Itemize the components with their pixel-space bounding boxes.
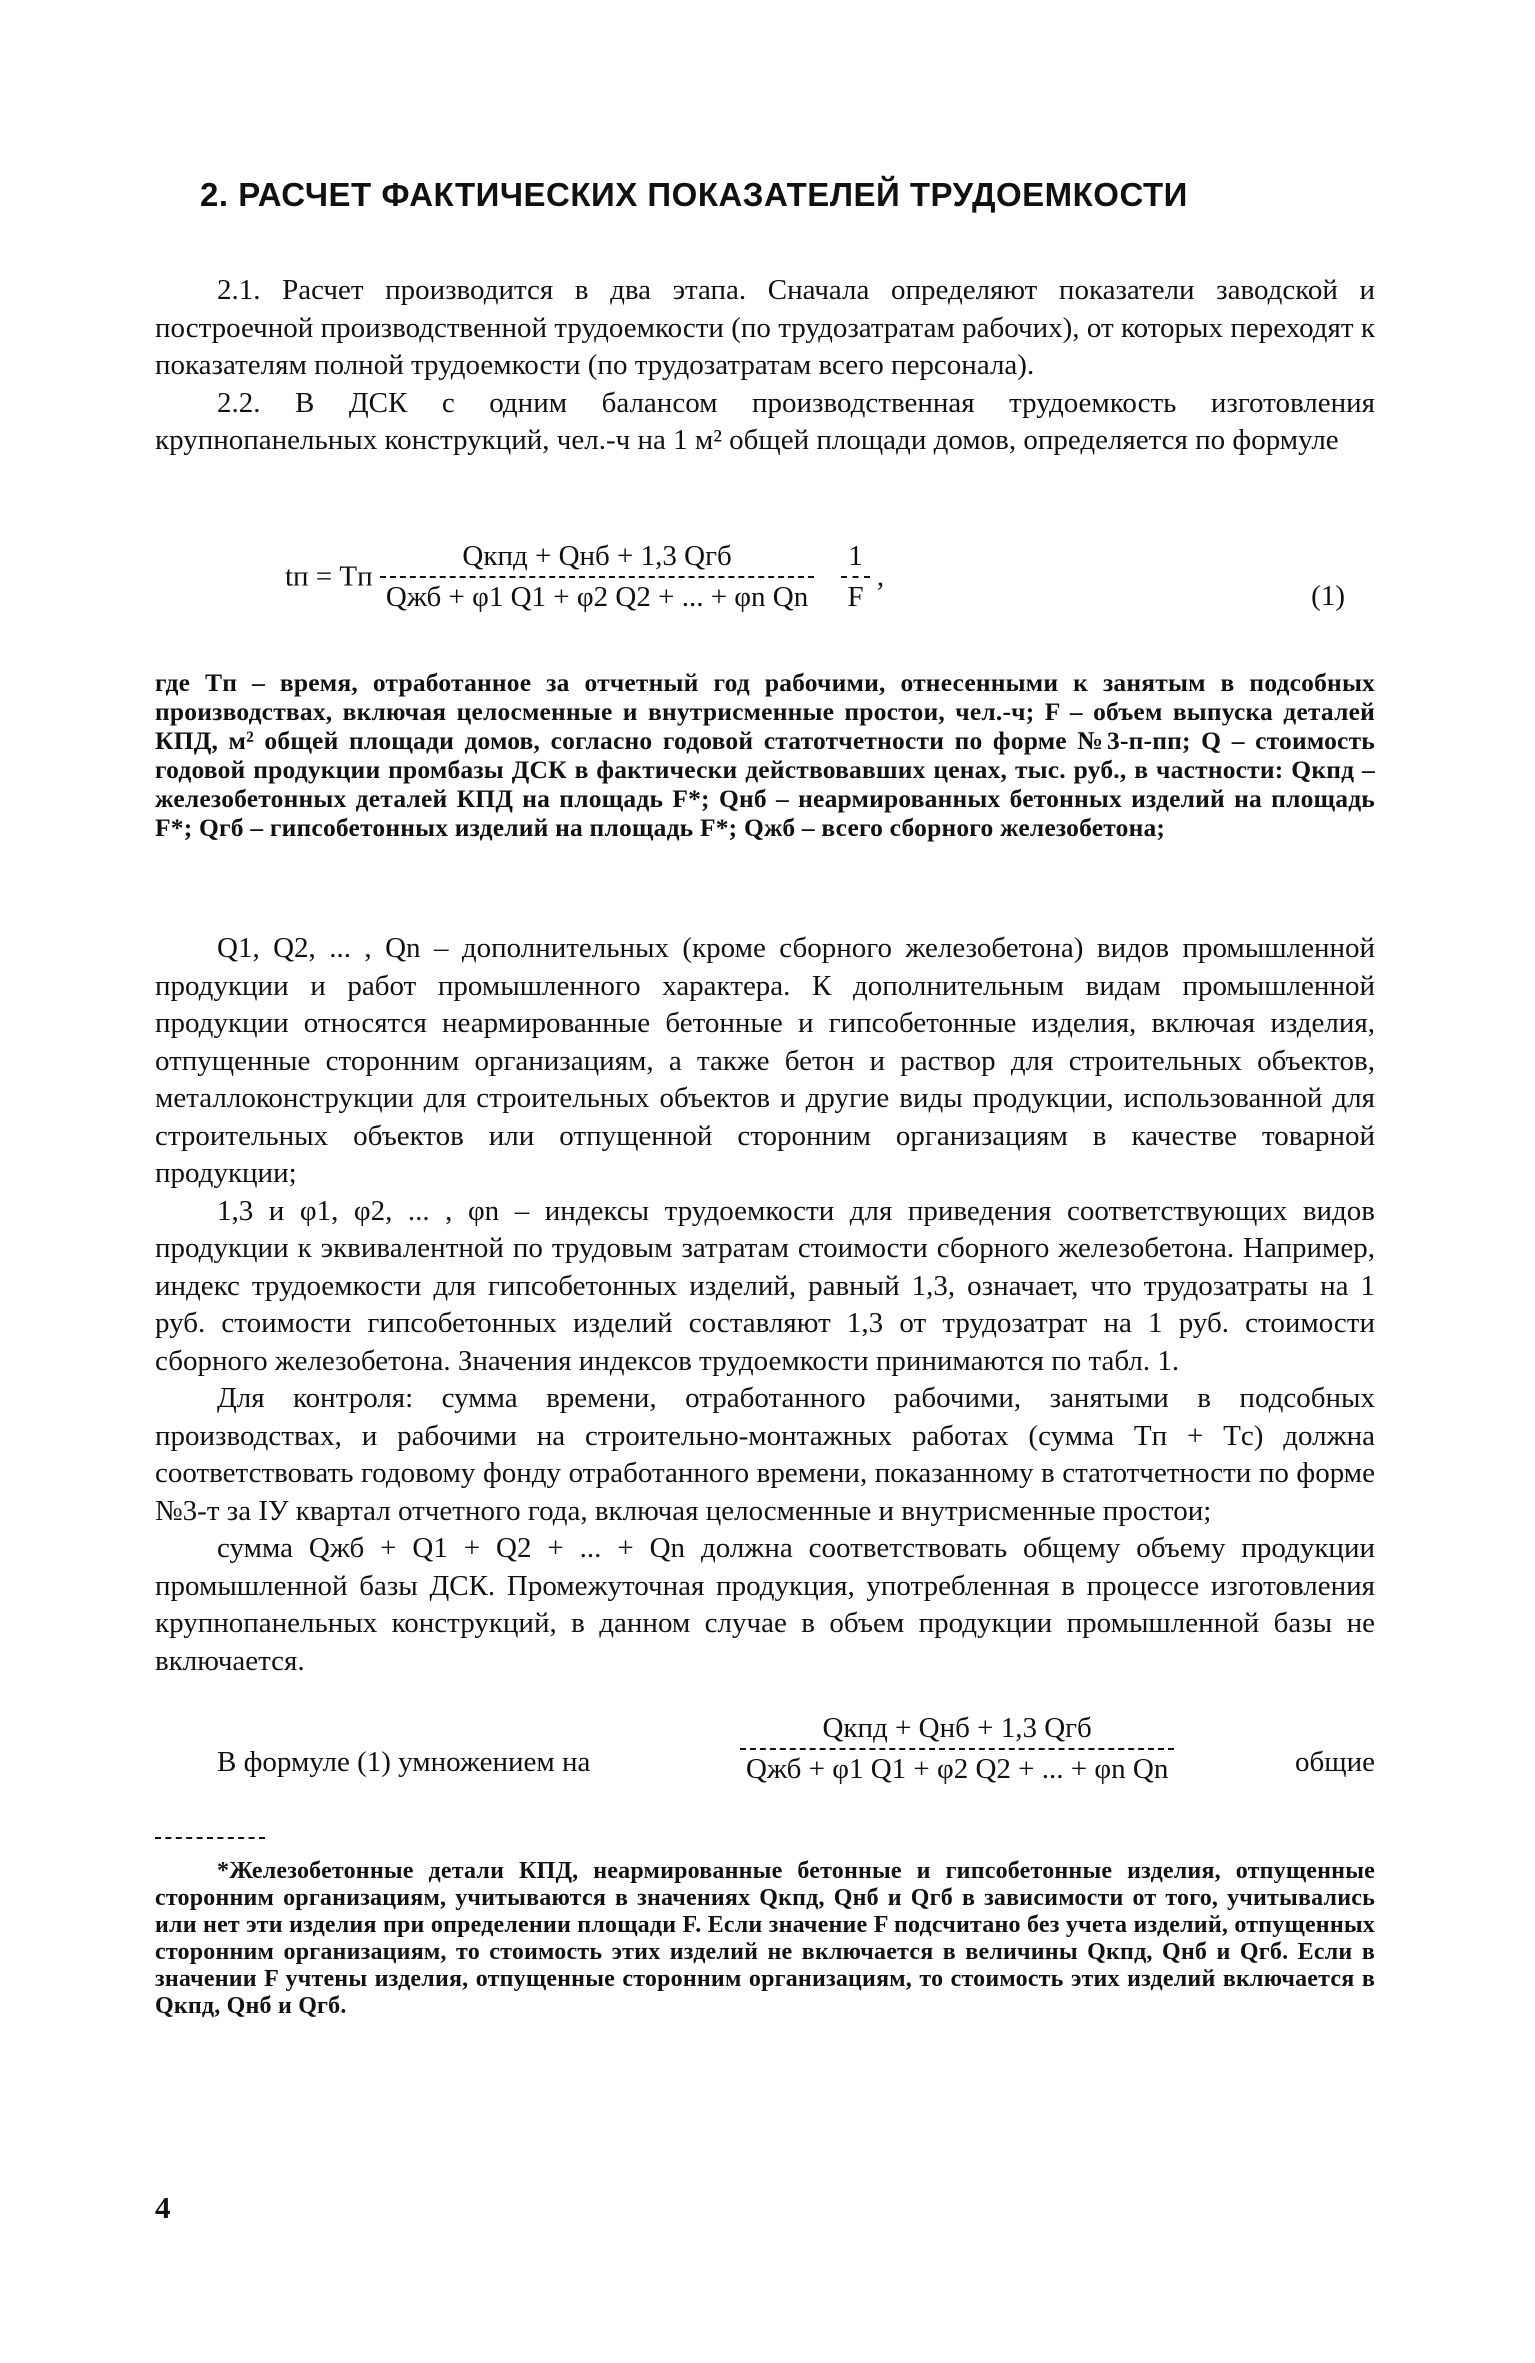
where-paragraph: где Tп – время, отработанное за отчетный год рабочими, отнесенными к занятым в подсобных производствах, включая целосменные и внутрисменные простои, чел.-ч; F – объем выпуска деталей КПД, м² общей площади домов, согласно годовой статотчетности по форме №3-п-пп; Q – стоимость годовой продукции промбазы ДСК в фактически действовавших ценах, тыс. руб., в частности: Qкпд – железобетонных деталей КПД на площадь F*; Qнб – неармированных бетонных изделий на площадь F*; Qгб – гипсобетонных изделий на площадь F*; Qжб – всего сборного железобетона; (155, 668, 1375, 842)
paragraph-sum: сумма Qжб + Q1 + Q2 + ... + Qn должна соответствовать общему объему продукции промышленной базы ДСК. Промежуточная продукция, употребленная в процессе изготовления крупнопанельных конструкций, в данном случае в объем продукции промышленной базы не включается. (155, 1532, 1375, 1677)
formula-1-number: (1) (1311, 580, 1345, 612)
formula-2-suffix: общие (1295, 1746, 1375, 1778)
formula-1-main-fraction (380, 540, 814, 614)
formula-1-factor-numerator: 1 (848, 540, 863, 572)
formula-2-denominator: Qжб + φ1 Q1 + φ2 Q2 + ... + φn Qn (746, 1753, 1169, 1785)
footnote-separator (155, 1837, 265, 1839)
formula-1: tп = Tп $\frac{\text{Qкпд + Qнб + 1,3 Qгб}}{\text{Qжб + φ1 Q1 + φ2 Q2 + ... + φn Qn}}$ $\frac{1}{F}$ , (1) (285, 540, 1345, 613)
formula-1-factor-fraction (841, 540, 869, 614)
paragraph-q: Q1, Q2, ... , Qn – дополнительных (кроме сборного железобетона) видов промышленной продукции и работ промышленного характера. К дополнительным видам промышленной продукции относятся неармированные бетонные и гипсобетонные изделия, включая изделия, отпущенные сторонним организациям, а также бетон и раствор для строительных объектов, металлоконструкции для строительных объектов и другие виды продукции, использованной для строительных объектов или отпущенной сторонним организациям в качестве товарной продукции; (155, 932, 1375, 1189)
footnote-text: *Железобетонные детали КПД, неармированные бетонные и гипсобетонные изделия, отпущенные сторонним организациям, учитываются в значениях Qкпд, Qнб и Qгб в зависимости от того, учитывались или нет эти изделия при определении площади F. Если значение F подсчитано без учета изделий, отпущенных сторонним организациям, то стоимость этих изделий не включается в величины Qкпд, Qнб и Qгб. Если в значении F учтены изделия, отпущенные сторонним организациям, то стоимость этих изделий включается в Qкпд, Qнб и Qгб. (155, 1858, 1375, 2019)
where-definitions (155, 668, 1375, 842)
formula-1-denominator: Qжб + φ1 Q1 + φ2 Q2 + ... + φn Qn (385, 581, 809, 613)
section-heading: 2. РАСЧЕТ ФАКТИЧЕСКИХ ПОКАЗАТЕЛЕЙ ТРУДОЕМКОСТИ (200, 176, 1188, 213)
formula-2-fraction (740, 1712, 1174, 1786)
formula-1-numerator: Qкпд + Qнб + 1,3 Qгб (462, 540, 732, 572)
formula-2-numerator: Qкпд + Qнб + 1,3 Qгб (822, 1712, 1092, 1744)
paragraph-indexes: 1,3 и φ1, φ2, ... , φn – индексы трудоемкости для приведения соответствующих видов продукции к эквивалентной по трудовым затратам стоимости сборного железобетона. Например, индекс трудоемкости для гипсобетонных изделий, равный 1,3, означает, что трудозатраты на 1 руб. стоимости гипсобетонных изделий составляют 1,3 от трудозатрат на 1 руб. стоимости сборного железобетона. Значения индексов трудоемкости принимаются по табл. 1. (155, 1194, 1375, 1377)
paragraph-2-2: 2.2. В ДСК с одним балансом производственная трудоемкость изготовления крупнопанельных конструкций, чел.-ч на 1 м² общей площади домов, определяется по формуле (155, 386, 1375, 456)
paragraph-control: Для контроля: сумма времени, отработанного рабочими, занятыми в подсобных производствах, и рабочими на строительно-монтажных работах (сумма Tп + Tс) должна соответствовать годовому фонду отработанного времени, показанному в статотчетности по форме №3-т за IУ квартал отчетного года, включая целосменные и внутрисменные простои; (155, 1382, 1375, 1527)
formula-1-lhs: tп = Tп (285, 560, 373, 593)
formula-2-prefix: В формуле (1) умножением на (217, 1746, 591, 1778)
body-paragraphs (155, 930, 1375, 1680)
footnote (155, 1858, 1375, 2020)
intro-paragraphs (155, 272, 1375, 460)
page-number: 4 (155, 2190, 171, 2225)
fraction-bar (740, 1748, 1174, 1750)
fraction-bar (380, 576, 814, 578)
formula-1-factor-denominator: F (847, 581, 864, 613)
fraction-bar (841, 576, 869, 578)
formula-2 (155, 1712, 1375, 1802)
paragraph-2-1: 2.1. Расчет производится в два этапа. Сначала определяют показатели заводской и построечной производственной трудоемкости (по трудозатратам рабочих), от которых переходят к показателям полной трудоемкости (по трудозатратам всего персонала). (155, 274, 1375, 381)
